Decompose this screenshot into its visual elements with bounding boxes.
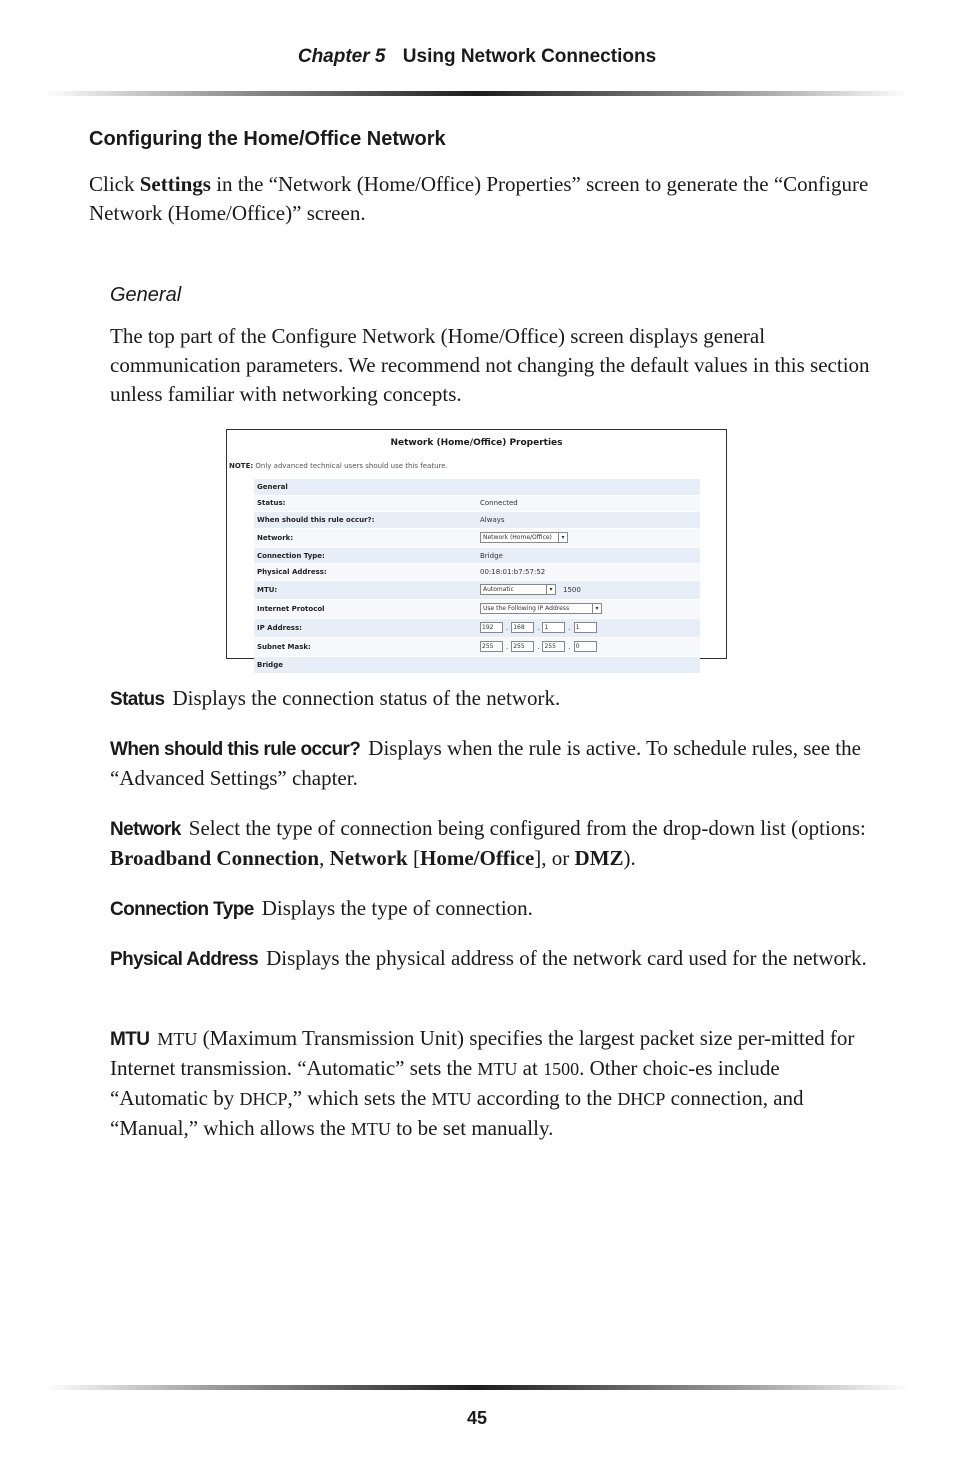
- mask-octet-input[interactable]: 255: [542, 641, 565, 652]
- general-paragraph: The top part of the Configure Network (Home/Office) screen displays general communication parameters. We recommend not changing the default values in this section unless familiar with networking concepts.: [110, 324, 870, 406]
- definition-text: ,” which sets the: [287, 1086, 432, 1110]
- screenshot-title: Network (Home/Office) Properties: [390, 438, 563, 448]
- mtu-definition: [110, 1024, 870, 1144]
- phys-value: 00:18:01:b7:57:52: [480, 568, 546, 577]
- definition-text: to be set manually.: [390, 1116, 554, 1140]
- properties-table: [254, 479, 700, 674]
- table-row: [254, 496, 700, 513]
- table-row: [254, 529, 700, 548]
- note-text: Only advanced technical users should use this feature.: [253, 462, 448, 470]
- row-label: When should this rule occur?:: [257, 515, 375, 524]
- definition-term: Physical Address: [110, 949, 259, 970]
- separator: ], or: [534, 846, 575, 870]
- footer-rule: [44, 1385, 910, 1390]
- abbr: 1500: [543, 1059, 580, 1079]
- row-label: Connection Type:: [257, 551, 325, 560]
- abbr: MTU: [350, 1119, 391, 1139]
- abbr: DHCP: [617, 1089, 666, 1109]
- conn-type-value: Bridge: [480, 551, 503, 560]
- chevron-down-icon: ▾: [592, 604, 601, 613]
- abbr: MTU: [157, 1029, 198, 1049]
- separator: [: [407, 846, 420, 870]
- chapter-title: Using Network Connections: [402, 46, 657, 67]
- chapter-label: Chapter 5: [297, 46, 386, 67]
- definition-text: (Maximum Transmission Unit) specifies the largest packet size per-mitted for Internet transmission. “Automatic” sets the: [110, 1026, 855, 1080]
- intro-post: in the “Network (Home/Office) Properties” screen to generate the “Configure Network (Home/Office)” screen.: [89, 172, 869, 225]
- subsection-heading: General: [110, 284, 182, 306]
- table-row: [254, 479, 700, 496]
- definition-text: Displays the type of connection.: [261, 896, 533, 920]
- note-label: NOTE:: [229, 462, 254, 470]
- separator: ).: [623, 846, 636, 870]
- intro-bold: Settings: [139, 172, 211, 196]
- chevron-down-icon: ▾: [546, 585, 555, 594]
- mask-octet-input[interactable]: 0: [574, 641, 597, 652]
- definition-term: Network: [110, 819, 181, 840]
- definition-term: When should this rule occur?: [110, 739, 361, 760]
- definition-text: according to the: [471, 1086, 618, 1110]
- mtu-select-value: Automatic: [483, 586, 514, 594]
- ip-octet-input[interactable]: 1: [574, 622, 597, 633]
- ip-protocol-value: Use the Following IP Address: [483, 605, 570, 613]
- table-row: [254, 581, 700, 600]
- network-select[interactable]: [480, 532, 568, 543]
- ip-octet-input[interactable]: 192: [480, 622, 503, 633]
- intro-pre: Click: [89, 172, 140, 196]
- definition-text: at: [517, 1056, 544, 1080]
- intro-paragraph: [89, 170, 869, 228]
- table-row: [254, 548, 700, 565]
- row-label: IP Address:: [257, 623, 302, 632]
- ip-protocol-select[interactable]: [480, 603, 602, 614]
- chevron-down-icon: ▾: [558, 533, 567, 542]
- definition-term: Connection Type: [110, 899, 254, 920]
- definition-term: MTU: [110, 1029, 150, 1050]
- row-label: Bridge: [257, 660, 283, 669]
- row-label: Subnet Mask:: [257, 642, 311, 651]
- section-heading: Configuring the Home/Office Network: [89, 128, 446, 150]
- ip-octet-input[interactable]: 168: [511, 622, 534, 633]
- mtu-value: 1500: [563, 585, 581, 594]
- table-row: Subnet Mask: 255 . 255 . 255 . 0: [254, 638, 700, 657]
- option-network: Network: [329, 846, 408, 870]
- properties-screenshot: [226, 429, 727, 669]
- abbr: MTU: [431, 1089, 472, 1109]
- ip-octet-input[interactable]: 1: [542, 622, 565, 633]
- screenshot-note: [229, 462, 448, 470]
- definition-text: connection, and “Manual,” which allows the: [110, 1086, 804, 1140]
- definition-text: Displays when the rule is active. To schedule rules, see the “Advanced Settings” chapter.: [110, 736, 861, 790]
- row-label: Status:: [257, 499, 286, 508]
- table-row: [254, 657, 700, 674]
- network-definition: [110, 814, 870, 873]
- physical-address-definition: [110, 944, 870, 974]
- separator: ,: [319, 846, 330, 870]
- row-label: MTU:: [257, 585, 278, 594]
- mtu-select[interactable]: [480, 584, 556, 595]
- option-dmz: DMZ: [574, 846, 624, 870]
- status-definition: [110, 684, 870, 714]
- abbr: MTU: [477, 1059, 518, 1079]
- table-row: [254, 564, 700, 581]
- table-row: [254, 512, 700, 529]
- option-broadband: Broadband Connection: [110, 846, 320, 870]
- definition-text: Select the type of connection being configured from the drop-down list (options:: [188, 816, 866, 840]
- abbr: DHCP: [239, 1089, 288, 1109]
- header-rule: [44, 91, 910, 96]
- option-home-office: Home/Office: [420, 846, 535, 870]
- row-label: Internet Protocol: [257, 604, 325, 613]
- page-number: 45: [466, 1408, 488, 1428]
- row-label: Network:: [257, 533, 294, 542]
- when-definition: [110, 734, 870, 793]
- network-select-value: Network (Home/Office): [483, 534, 552, 542]
- connection-type-definition: [110, 894, 870, 924]
- definition-term: Status: [110, 689, 165, 710]
- running-header: [0, 46, 954, 68]
- definition-text: Displays the connection status of the network.: [172, 686, 561, 710]
- definition-text: . Other choic-es include “Automatic by: [110, 1056, 780, 1110]
- row-label: General: [257, 482, 288, 491]
- status-value: Connected: [480, 499, 518, 508]
- when-value: Always: [480, 515, 505, 524]
- row-label: Physical Address:: [257, 568, 327, 577]
- definition-text: Displays the physical address of the network card used for the network.: [266, 946, 867, 970]
- mask-octet-input[interactable]: 255: [480, 641, 503, 652]
- table-row: [254, 600, 700, 619]
- mask-octet-input[interactable]: 255: [511, 641, 534, 652]
- table-row: IP Address: 192 . 168 . 1 . 1: [254, 619, 700, 638]
